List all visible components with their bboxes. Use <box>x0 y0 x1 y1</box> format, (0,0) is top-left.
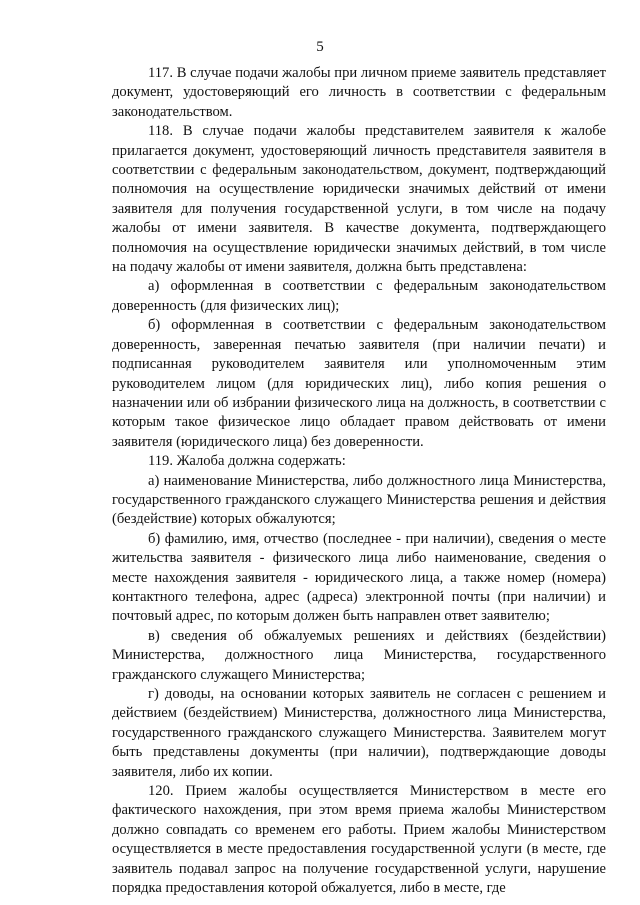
paragraph-119: 119. Жалоба должна содержать: <box>148 453 346 470</box>
paragraph-118-a: а) оформленная в соответствии с федеральным законодательством доверенность (для физических лиц); <box>112 278 606 314</box>
paragraph-118-b: б) оформленная в соответствии с федеральным законодательством доверенность, заверенная печатью заявителя (при наличии печати) и подписанная руководителем заявителя или уполномоченным этим руководителем лицом (для юридических лиц), либо копия решения о назначении или об избрании физического лица на должность, в соответствии с которым такое физическое лицо обладает правом действовать от имени заявителя (юридического лица) без доверенности. <box>112 317 606 450</box>
document-body <box>112 64 606 898</box>
paragraph-120: 120. Прием жалобы осуществляется Министерством в месте его фактического нахождения, при этом время приема жалобы Министерством должно совпадать со временем его работы. Прием жалобы Министерством осуществляется в месте предоставления государственной услуги (в месте, где заявитель подавал запрос на получение государственной услуги, нарушение порядка предоставления которой обжалуется, либо в месте, где <box>112 783 606 897</box>
page-number: 5 <box>316 39 324 55</box>
paragraph-119-a: а) наименование Министерства, либо должностного лица Министерства, государственного гражданского служащего Министерства решения и действия (бездействие) которых обжалуются; <box>112 472 606 528</box>
paragraph-119-b: б) фамилию, имя, отчество (последнее - при наличии), сведения о месте жительства заявителя - физического лица либо наименование, сведения о месте нахождения заявителя - юридического лица, а также номер (номера) контактного телефона, адрес (адреса) электронной почты (при наличии) и почтовый адрес, по которым должен быть направлен ответ заявителю; <box>112 530 606 625</box>
paragraph-118: 118. В случае подачи жалобы представителем заявителя к жалобе прилагается документ, удостоверяющий личность представителя заявителя в соответствии с федеральным законодательством, документ, подтверждающий полномочия на осуществление юридически значимых действий от имени заявителя для получения государственной услуги, в том числе на подачу жалобы от имени заявителя. В качестве документа, подтверждающего полномочия на осуществление юридически значимых действий, в том числе на подачу жалобы от имени заявителя, должна быть представлена: <box>112 123 606 276</box>
paragraph-119-g: г) доводы, на основании которых заявитель не согласен с решением и действием (бездействием) Министерства, должностного лица Министерства, государственного гражданского служащего Министерства. Заявителем могут быть представлены документы (при наличии), подтверждающие доводы заявителя, либо их копии. <box>112 686 606 780</box>
paragraph-119-v: в) сведения об обжалуемых решениях и действиях (бездействии) Министерства, должностного лица Министерства, государственного гражданского служащего Министерства; <box>112 627 606 683</box>
paragraph-117: 117. В случае подачи жалобы при личном приеме заявитель представляет документ, удостоверяющий его личность в соответствии с федеральным законодательством. <box>112 65 606 120</box>
